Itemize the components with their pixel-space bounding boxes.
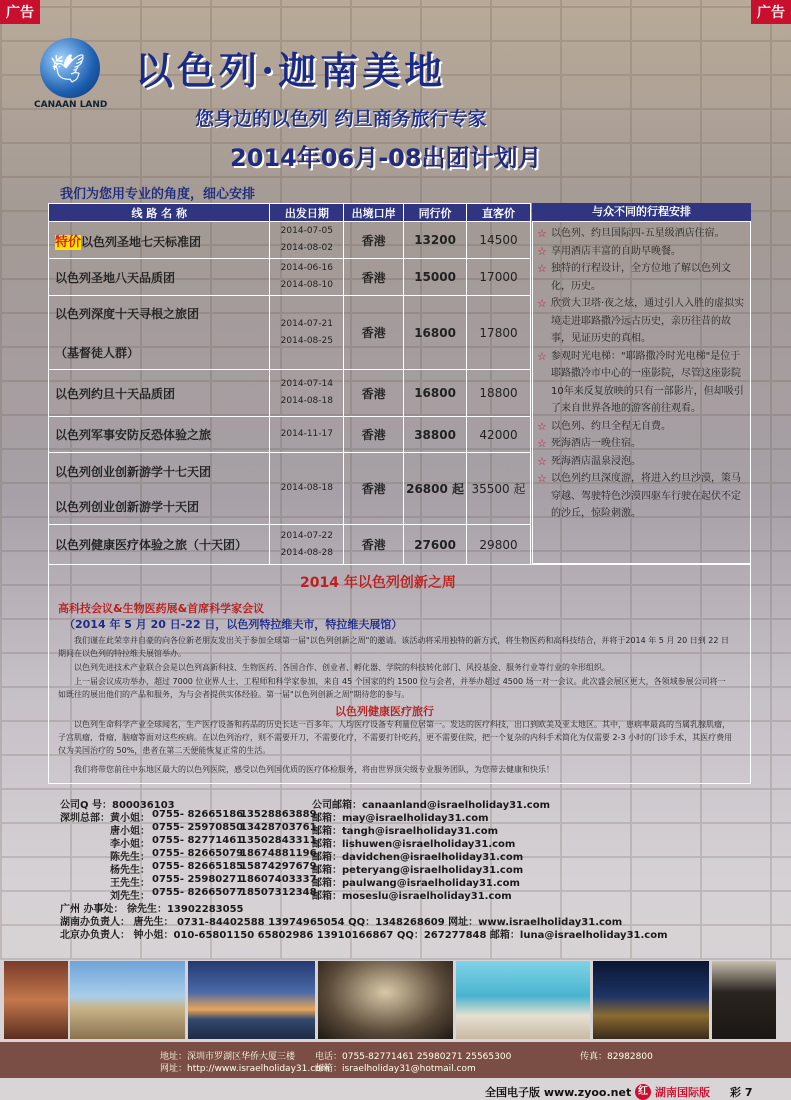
contact-email[interactable]: 邮箱：peteryang@israelholiday31.com [312,865,524,876]
depart-dates: 2014-07-22 2014-08-28 [270,525,344,565]
special-badge: 特价 [55,234,82,250]
direct-price: 18800 [467,370,531,417]
col-direct-price: 直客价 [467,204,531,222]
petra-photo [4,961,68,1039]
tagline: 我们为您用专业的角度，细心安排 [60,187,256,202]
col-route-name: 线 路 名 称 [49,204,270,222]
features-list [532,221,751,564]
feature-item: ☆ 欣赏大卫塔·夜之炫，通过引人入胜的虚拟实境走进耶路撒冷远古历史，亲历往昔的故事，见证历史的真相。 [537,297,745,344]
contact-tel: 0755- 82665186 [152,809,244,820]
company-email: 公司邮箱：canaanland@israelholiday31.com [312,800,551,811]
route-name: 以色列创业创新游学十七天团 以色列创业创新游学十天团 [49,453,270,525]
contact-name: 王先生： [110,878,150,889]
table-row [49,453,531,525]
contact-tel: 0755- 82665185 [152,861,244,872]
contact-tel: 0755- 82665077 [152,887,244,898]
contact-mobile: 15874297679 [240,861,317,872]
website-link[interactable]: 网址：http://www.israelholiday31.com [160,1064,330,1074]
table-row [49,259,531,296]
star-icon: ☆ [537,419,547,433]
contact-tel: 0755- 25980271 [152,874,244,885]
depart-dates: 2014-07-14 2014-08-18 [270,370,344,417]
fax: 传真：82982800 [580,1052,653,1062]
route-name: 以色列圣地八天品质团 [49,259,270,296]
port: 香港 [344,296,404,370]
subtitle: 您身边的以色列 约旦商务旅行专家 [195,108,487,130]
star-icon: ☆ [537,454,547,468]
features-header: 与众不同的行程安排 [532,203,751,221]
company-qq: 公司Q 号：800036103 [60,800,175,811]
table-row [49,296,531,370]
address: 地址：深圳市罗湖区华侨大厦三楼 [160,1052,296,1062]
direct-price: 42000 [467,417,531,453]
contact-mobile: 18607403337 [240,874,317,885]
region-label: 湖南国际版 [655,1086,710,1099]
conference-dates: （2014 年 5 月 20 日-22 日，以色列特拉维夫市，特拉维夫展馆） [64,618,403,631]
contact-email[interactable]: 邮箱：may@israelholiday31.com [312,813,489,824]
table-row [49,370,531,417]
contact-email[interactable]: 邮箱：tangh@israelholiday31.com [312,826,499,837]
depart-dates: 2014-07-21 2014-08-25 [270,296,344,370]
logo-text: CANAAN LAND [34,100,108,110]
contact-tel: 0755- 82665079 [152,848,244,859]
route-name: 以色列约旦十天品质团 [49,370,270,417]
direct-price: 14500 [467,222,531,259]
dead-sea-photo [188,961,315,1039]
health-paragraph: 以色列生命科学产业全球闻名，生产医疗设备和药品的历史长达一百多年。人均医疗设备专利量位居第一。发达的医疗科技，出口到欧美及亚太地区。其中，患病率最高的当属乳腺肌瘤，子宫肌瘤，骨瘤，脑瘤等面对这些疾病。在以色列治疗，则不需要开刀，不需要化疗，不需要打针吃药，更不需要住院，把一个复杂的内科手术简化为仅需要 2-3 小时的门诊手术，其医疗费用仅为美国治疗的 50%，患者在第二天便能恢复正常的生活。 [58,720,733,755]
port: 香港 [344,259,404,296]
depart-dates: 2014-08-18 [270,453,344,525]
contact-name: 杨先生： [110,865,150,876]
star-icon: ☆ [537,472,547,485]
feature-item: ☆ 以色列、约旦全程无自费。 [537,418,746,436]
dove-icon: 🕊 [50,52,86,85]
contact-tel: 0755- 25970850 [152,822,244,833]
direct-price: 29800 [467,525,531,565]
depart-dates: 2014-06-16 2014-08-10 [270,259,344,296]
night-city-photo [593,961,709,1039]
port: 香港 [344,222,404,259]
conference-title: 高科技会议&生物医药展&首席科学家会议 [58,602,265,615]
peer-price: 26800 起 [404,453,467,525]
innovation-paragraph: 我们谨在此荣幸并自豪的向各位新老朋友发出关于参加全球第一届"以色列创新之周"的邀请。该活动将采用独特的新方式，将生物医药和高科技结合，并将于2014 年 5 月 20 日到 22 日期间在以色列的特拉维夫展馆举办。 [58,636,729,658]
direct-price: 17000 [467,259,531,296]
feature-item: ☆ 以色列、约旦国际四-五星级酒店住宿。 [537,225,746,243]
star-icon: ☆ [537,262,547,275]
red-badge: 红 [635,1084,651,1100]
edition-label: 全国电子版 www.zyoo.net [485,1086,632,1099]
route-name: 以色列健康医疗体验之旅（十天团） [49,525,270,565]
beijing-office: 北京办负责人： 钟小姐：010-65801150 65802986 13910166867 QQ：267277848 邮箱：luna@israelholiday31.com [60,930,668,941]
contact-email[interactable]: 邮箱：paulwang@israelholiday31.com [312,878,520,889]
peer-price: 15000 [404,259,467,296]
guangzhou-office: 广州 办事处： 徐先生：13902283055 [60,904,244,915]
innovation-title: 2014 年以色列创新之周 [300,575,456,591]
contact-email[interactable]: 邮箱：lishuwen@israelholiday31.com [312,839,516,850]
col-depart-date: 出发日期 [270,204,344,222]
feature-item: ☆ 参观时光电梯："耶路撒冷时光电梯"是位于耶路撒冷市中心的一座影院，尽管这座影院10年来反复放映的只有一部影片，但却吸引了来自世界各地的游客前往观看。 [537,349,744,414]
table-row [49,417,531,453]
innovation-paragraph: 以色列先进技术产业联合会是以色列高新科技、生物医药、各国合作、创业者、孵化器、学院的科技转化部门、风投基金、服务行业等行业的伞形组织。 [74,663,610,672]
jerusalem-photo [70,961,185,1039]
contact-name: 唐小姐： [110,826,150,837]
route-name: 以色列深度十天寻根之旅团 （基督徒人群） [49,296,270,370]
contact-name: 黄小姐： [110,813,150,824]
plan-title: 2014年06月-08出团计划月 [230,144,542,172]
contact-mobile: 13428703761 [240,822,317,833]
worshippers-photo [712,961,776,1039]
port: 香港 [344,453,404,525]
peer-price: 13200 [404,222,467,259]
depart-dates: 2014-07-05 2014-08-02 [270,222,344,259]
ad-label-right: 广告 [751,0,791,24]
floating-photo [456,961,590,1039]
contact-email[interactable]: 邮箱：moseslu@israelholiday31.com [312,891,512,902]
contact-mobile: 18507312348 [240,887,317,898]
hq-label: 深圳总部： [60,813,110,824]
contact-name: 陈先生： [110,852,150,863]
table-row [49,222,531,259]
feature-item: ☆ 以色列约旦深度游，将进入约旦沙漠，策马穿越、驾驶特色沙漠四驱车行驶在起伏不定的沙丘，惊险刺激。 [537,472,741,519]
contact-mobile: 13528863889 [240,809,317,820]
route-name: 以色列军事安防反恐体验之旅 [49,417,270,453]
depart-dates: 2014-11-17 [270,417,344,453]
contact-mobile: 18674881196 [240,848,317,859]
ad-label-left: 广告 [0,0,40,24]
port: 香港 [344,525,404,565]
feature-item: ☆ 享用酒店丰富的自助早晚餐。 [537,243,746,261]
star-icon: ☆ [537,297,547,310]
contact-name: 李小姐： [110,839,150,850]
health-title: 以色列健康医疗旅行 [335,705,434,718]
direct-price: 35500 起 [467,453,531,525]
phone: 电话：0755-82771461 25980271 25565300 [315,1052,512,1062]
hunan-office: 湖南办负责人： 唐先生： 0731-84402588 13974965054 QQ：1348268609 网址：www.israelholiday31.com [60,917,623,928]
feature-item: ☆ 死海酒店温泉浸泡。 [537,453,746,471]
email-link[interactable]: 邮箱：israelholiday31@hotmail.com [315,1064,476,1074]
col-port: 出境口岸 [344,204,404,222]
star-icon: ☆ [537,437,547,450]
contact-mobile: 13502843311 [240,835,317,846]
port: 香港 [344,370,404,417]
health-paragraph: 我们将带您前往中东地区最大的以色列医院，感受以色列国优质的医疗体检服务，将由世界顶尖级专业服务团队，为您带去健康和快乐！ [74,765,554,774]
page-title: 以色列·迦南美地 [135,48,447,93]
table-row [49,525,531,565]
direct-price: 17800 [467,296,531,370]
col-peer-price: 同行价 [404,204,467,222]
contact-tel: 0755- 82771461 [152,835,244,846]
peer-price: 16800 [404,296,467,370]
peer-price: 27600 [404,525,467,565]
peer-price: 38800 [404,417,467,453]
page-number: 彩 7 [730,1086,753,1099]
church-photo [318,961,453,1039]
innovation-paragraph: 上一届会议成功举办，超过 7000 位业界人士、工程师和科学家参加，来自 45 个国家的约 1500 位与会者，并举办超过 4500 场一对一会议。此次盛会展区更大，各领域参展公司将一如既往的展出他们的产品和服务，为与会者提供实体经验。第一届"以色列创新之周"期待您的参与。 [58,677,726,699]
star-icon: ☆ [537,227,547,240]
contact-email[interactable]: 邮箱：davidchen@israelholiday31.com [312,852,524,863]
contact-name: 刘先生： [110,891,150,902]
route-name: 特价以色列圣地七天标准团 [49,222,270,259]
feature-item: ☆ 死海酒店一晚住宿。 [537,435,746,453]
star-icon: ☆ [537,349,547,363]
peer-price: 16800 [404,370,467,417]
feature-item: ☆ 独特的行程设计，全方位地了解以色列文化，历史。 [537,262,731,292]
port: 香港 [344,417,404,453]
star-icon: ☆ [537,244,547,258]
route-table [48,203,531,565]
